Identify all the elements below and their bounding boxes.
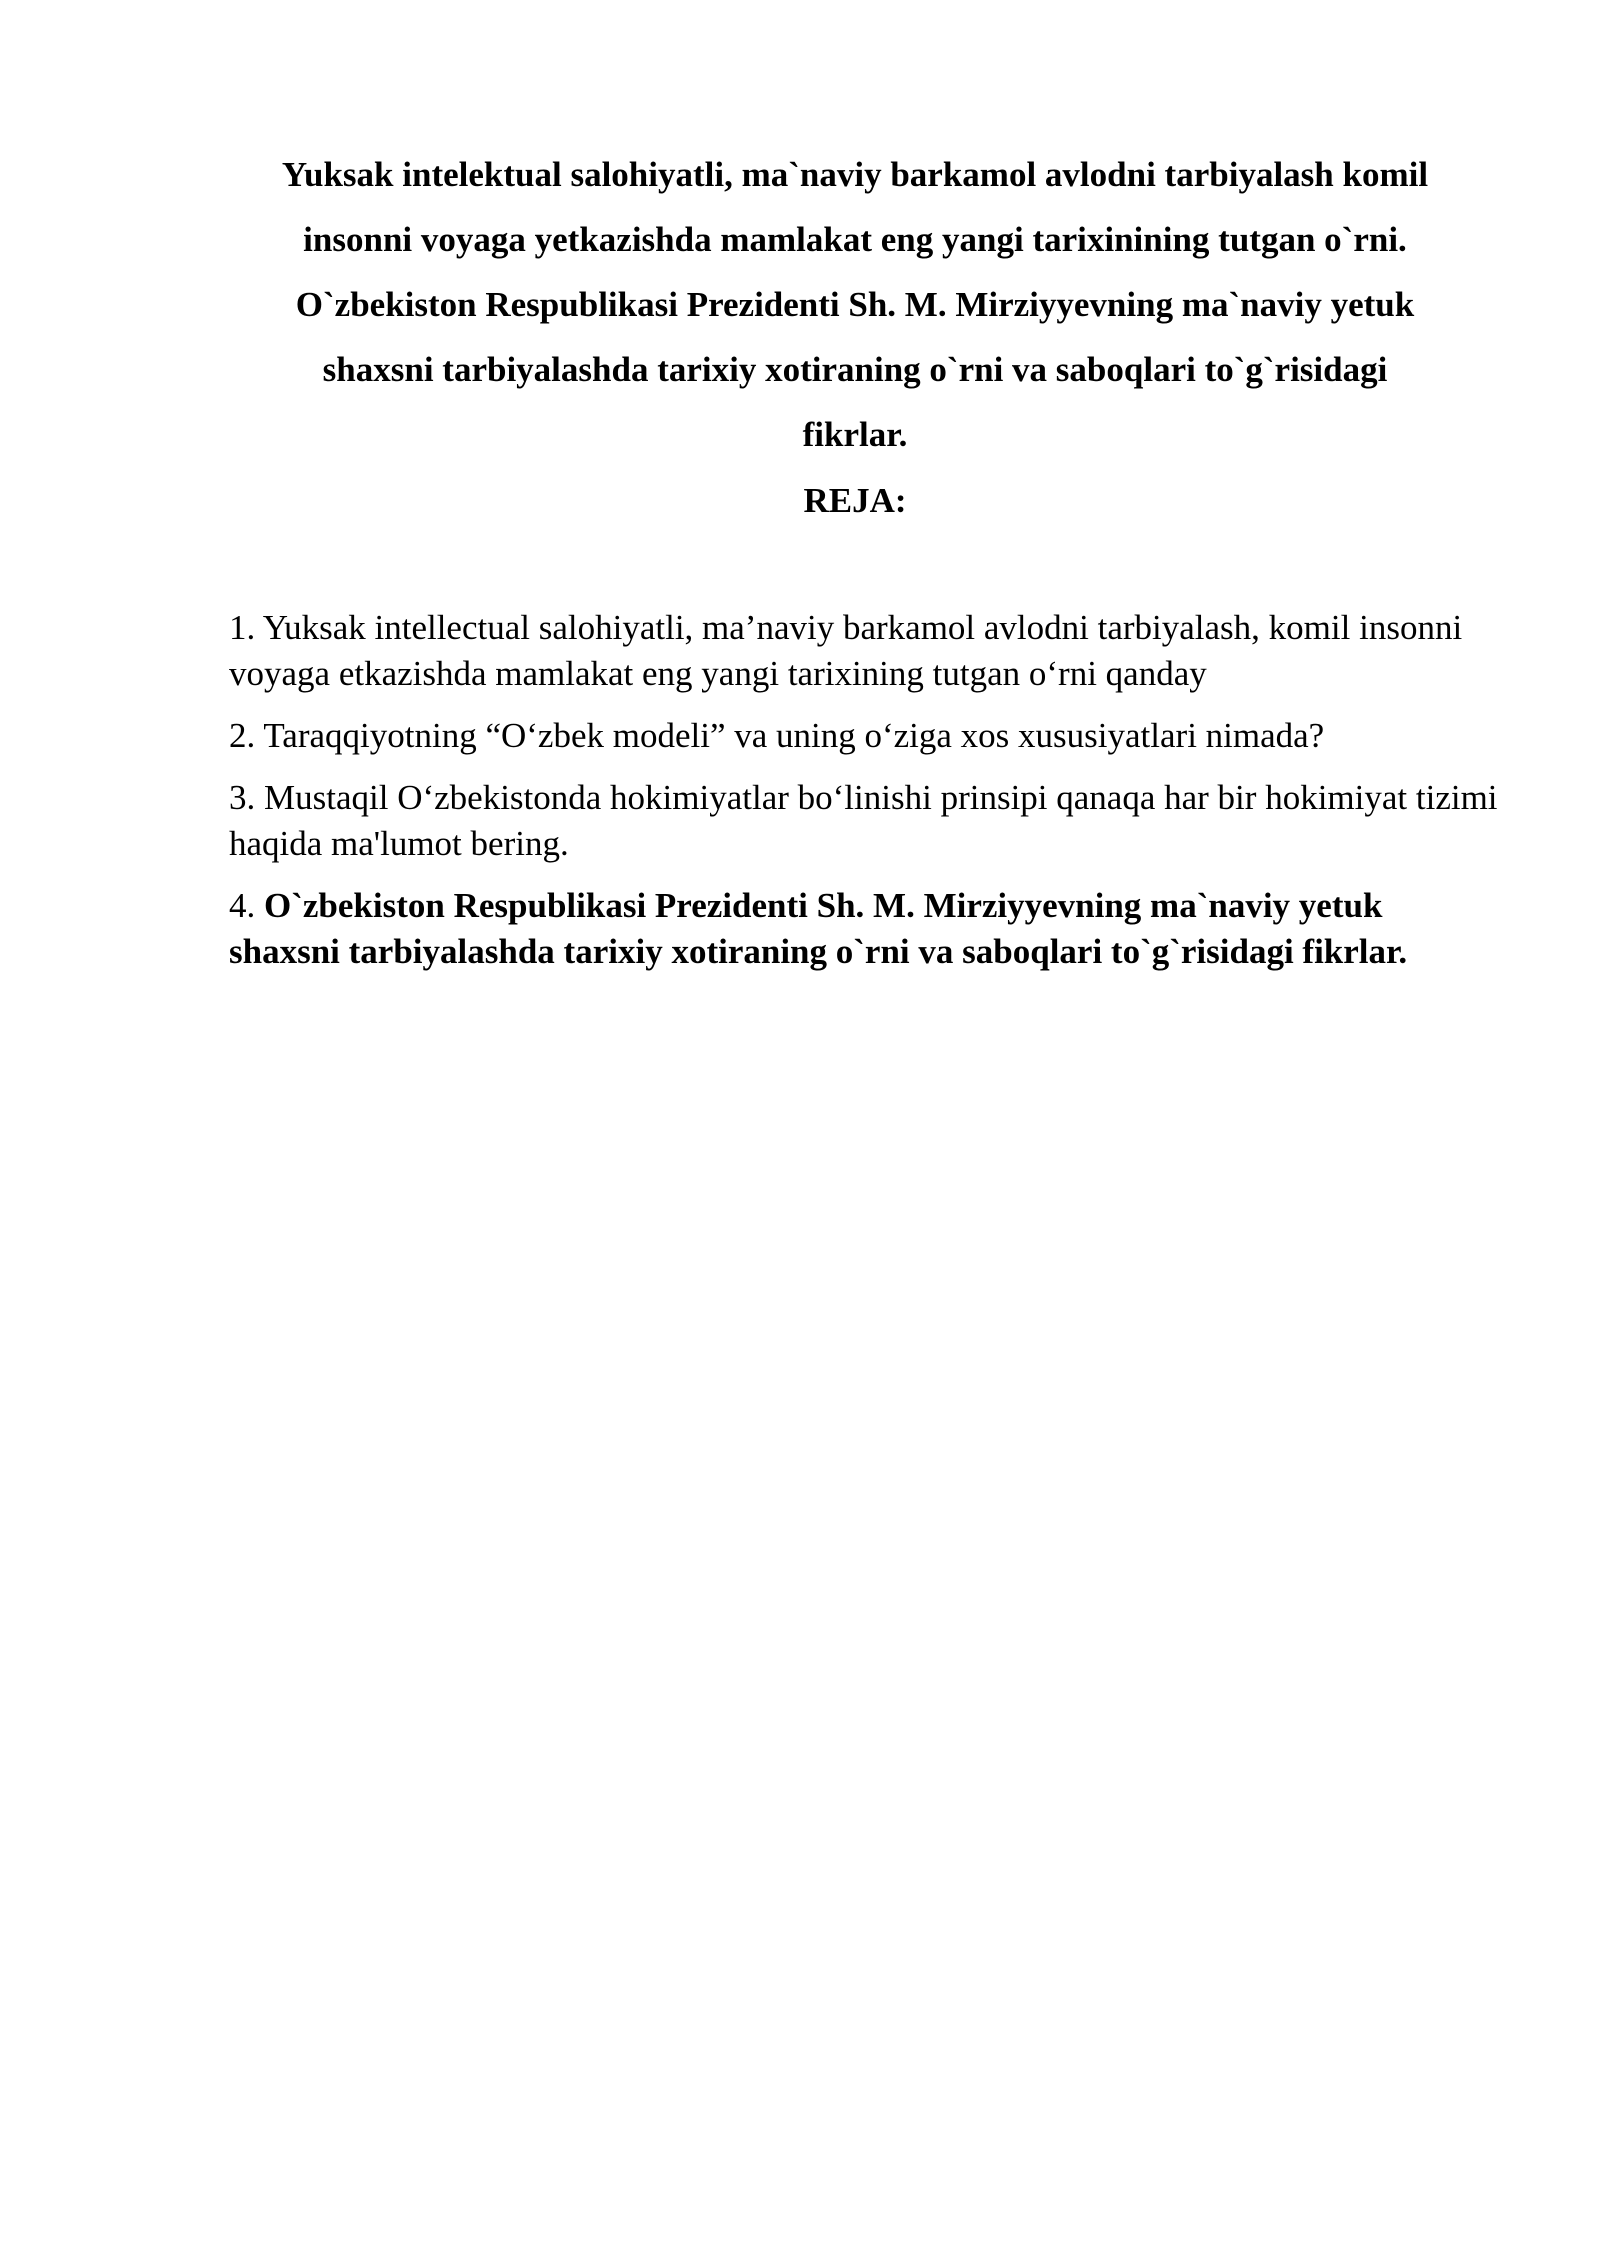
plan-list xyxy=(229,605,1499,991)
title-line: Yuksak intelektual salohiyatli, ma`naviy barkamol avlodni tarbiyalash komil xyxy=(281,155,1429,194)
plan-item-4 xyxy=(229,883,1499,975)
plan-item-number: 4. xyxy=(229,886,256,925)
title-line: insonni voyaga yetkazishda mamlakat eng yangi tarixinining tutgan o`rni. xyxy=(303,220,1407,259)
plan-item-3: 3. Mustaqil O‘zbekistonda hokimiyatlar bo‘linishi prinsipi qanaqa har bir hokimiyat tizimi haqida ma'lumot bering. xyxy=(229,778,1498,863)
plan-item-text: O`zbekiston Respublikasi Prezidenti Sh. M. Mirziyyevning ma`naviy yetuk shaxsni tarbiyalashda tarixiy xotiraning o`rni va saboqlari to`g`risidagi fikrlar. xyxy=(229,886,1408,971)
title-line: fikrlar. xyxy=(802,415,908,454)
plan-heading: REJA: xyxy=(803,481,907,520)
plan-item-1: 1. Yuksak intellectual salohiyatli, ma’naviy barkamol avlodni tarbiyalash, komil insonni voyaga etkazishda mamlakat eng yangi tarixining tutgan o‘rni qanday xyxy=(229,608,1463,693)
title-line: O`zbekiston Respublikasi Prezidenti Sh. M. Mirziyyevning ma`naviy yetuk xyxy=(295,285,1415,324)
plan-item-2: 2. Taraqqiyotning “O‘zbek modeli” va uning o‘ziga xos xususiyatlari nimada? xyxy=(229,716,1325,755)
title-line: shaxsni tarbiyalashda tarixiy xotiraning o`rni va saboqlari to`g`risidagi xyxy=(322,350,1388,389)
document-title xyxy=(220,142,1490,467)
